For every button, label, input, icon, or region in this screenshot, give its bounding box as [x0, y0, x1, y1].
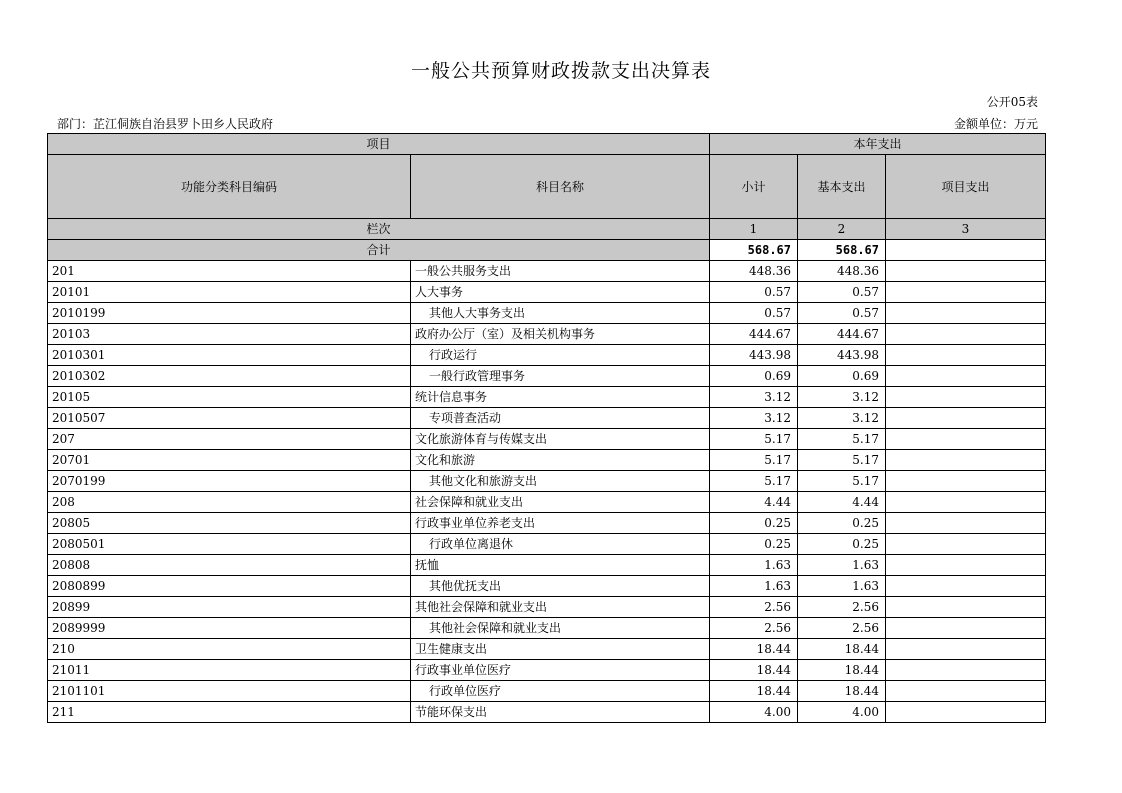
header-column-index: 栏次 — [48, 219, 710, 240]
row-basic: 444.67 — [798, 324, 886, 345]
row-project — [886, 303, 1046, 324]
row-basic: 0.57 — [798, 282, 886, 303]
row-name: 专项普查活动 — [411, 408, 710, 429]
table-row — [48, 261, 1046, 282]
column-index-1: 1 — [710, 219, 798, 240]
row-project — [886, 597, 1046, 618]
table-row — [48, 681, 1046, 702]
table-row — [48, 618, 1046, 639]
row-name: 行政事业单位医疗 — [411, 660, 710, 681]
table-row — [48, 429, 1046, 450]
row-name: 节能环保支出 — [411, 702, 710, 723]
row-subtotal: 2.56 — [710, 597, 798, 618]
row-code: 20105 — [48, 387, 411, 408]
row-code: 211 — [48, 702, 411, 723]
row-project — [886, 450, 1046, 471]
row-project — [886, 618, 1046, 639]
row-code: 2010507 — [48, 408, 411, 429]
table-row — [48, 660, 1046, 681]
row-name: 行政单位离退休 — [411, 534, 710, 555]
row-code: 2070199 — [48, 471, 411, 492]
total-basic: 568.67 — [798, 240, 886, 261]
table-row — [48, 513, 1046, 534]
header-name: 科目名称 — [411, 155, 710, 219]
row-basic: 1.63 — [798, 576, 886, 597]
table-row — [48, 387, 1046, 408]
row-project — [886, 408, 1046, 429]
row-basic: 4.44 — [798, 492, 886, 513]
amount-unit-label: 金额单位：万元 — [953, 117, 1038, 131]
total-subtotal: 568.67 — [710, 240, 798, 261]
row-basic: 0.57 — [798, 303, 886, 324]
row-code: 2089999 — [48, 618, 411, 639]
header-code: 功能分类科目编码 — [48, 155, 411, 219]
row-subtotal: 2.56 — [710, 618, 798, 639]
row-name: 卫生健康支出 — [411, 639, 710, 660]
row-project — [886, 492, 1046, 513]
header-project-expense: 项目支出 — [886, 155, 1046, 219]
row-project — [886, 282, 1046, 303]
table-row — [48, 639, 1046, 660]
table-row — [48, 702, 1046, 723]
row-project — [886, 345, 1046, 366]
header-basic: 基本支出 — [798, 155, 886, 219]
row-code: 21011 — [48, 660, 411, 681]
row-name: 社会保障和就业支出 — [411, 492, 710, 513]
row-code: 20808 — [48, 555, 411, 576]
row-project — [886, 366, 1046, 387]
table-row — [48, 555, 1046, 576]
row-subtotal: 18.44 — [710, 639, 798, 660]
row-code: 2010302 — [48, 366, 411, 387]
row-subtotal: 4.00 — [710, 702, 798, 723]
row-basic: 18.44 — [798, 639, 886, 660]
row-subtotal: 444.67 — [710, 324, 798, 345]
header-subtotal: 小计 — [710, 155, 798, 219]
row-basic: 5.17 — [798, 429, 886, 450]
table-row — [48, 450, 1046, 471]
table-body — [48, 261, 1046, 723]
row-project — [886, 681, 1046, 702]
row-subtotal: 5.17 — [710, 471, 798, 492]
row-project — [886, 261, 1046, 282]
row-project — [886, 513, 1046, 534]
row-project — [886, 471, 1046, 492]
row-code: 2080501 — [48, 534, 411, 555]
row-name: 其他文化和旅游支出 — [411, 471, 710, 492]
row-code: 210 — [48, 639, 411, 660]
row-name: 行政事业单位养老支出 — [411, 513, 710, 534]
row-name: 其他社会保障和就业支出 — [411, 618, 710, 639]
row-basic: 0.69 — [798, 366, 886, 387]
row-project — [886, 702, 1046, 723]
row-subtotal: 448.36 — [710, 261, 798, 282]
form-number: 公开05表 — [986, 95, 1038, 109]
row-subtotal: 1.63 — [710, 576, 798, 597]
row-subtotal: 4.44 — [710, 492, 798, 513]
row-code: 20805 — [48, 513, 411, 534]
row-subtotal: 18.44 — [710, 681, 798, 702]
row-subtotal: 0.57 — [710, 303, 798, 324]
row-project — [886, 576, 1046, 597]
row-name: 行政运行 — [411, 345, 710, 366]
row-basic: 3.12 — [798, 408, 886, 429]
row-subtotal: 0.57 — [710, 282, 798, 303]
row-name: 文化旅游体育与传媒支出 — [411, 429, 710, 450]
row-code: 2101101 — [48, 681, 411, 702]
row-name: 其他社会保障和就业支出 — [411, 597, 710, 618]
row-subtotal: 3.12 — [710, 408, 798, 429]
row-name: 一般公共服务支出 — [411, 261, 710, 282]
row-basic: 3.12 — [798, 387, 886, 408]
row-code: 2080899 — [48, 576, 411, 597]
total-project — [886, 240, 1046, 261]
column-index-3: 3 — [886, 219, 1046, 240]
department-label: 部门：芷江侗族自治县罗卜田乡人民政府 — [57, 117, 274, 131]
row-basic: 448.36 — [798, 261, 886, 282]
row-basic: 0.25 — [798, 513, 886, 534]
row-basic: 5.17 — [798, 450, 886, 471]
row-basic: 2.56 — [798, 597, 886, 618]
row-basic: 4.00 — [798, 702, 886, 723]
row-project — [886, 324, 1046, 345]
row-project — [886, 534, 1046, 555]
table-row — [48, 597, 1046, 618]
row-code: 20103 — [48, 324, 411, 345]
table-row — [48, 303, 1046, 324]
row-name: 其他人大事务支出 — [411, 303, 710, 324]
row-basic: 2.56 — [798, 618, 886, 639]
table-row — [48, 534, 1046, 555]
header-current-year-expense: 本年支出 — [710, 134, 1046, 155]
row-name: 行政单位医疗 — [411, 681, 710, 702]
row-subtotal: 18.44 — [710, 660, 798, 681]
row-code: 20899 — [48, 597, 411, 618]
row-code: 2010199 — [48, 303, 411, 324]
table-row — [48, 345, 1046, 366]
table-row — [48, 492, 1046, 513]
row-subtotal: 0.69 — [710, 366, 798, 387]
table-row — [48, 576, 1046, 597]
row-project — [886, 660, 1046, 681]
row-subtotal: 3.12 — [710, 387, 798, 408]
row-subtotal: 443.98 — [710, 345, 798, 366]
row-project — [886, 639, 1046, 660]
row-subtotal: 1.63 — [710, 555, 798, 576]
row-name: 人大事务 — [411, 282, 710, 303]
table-row — [48, 408, 1046, 429]
row-name: 抚恤 — [411, 555, 710, 576]
row-subtotal: 0.25 — [710, 534, 798, 555]
row-name: 其他优抚支出 — [411, 576, 710, 597]
header-project: 项目 — [48, 134, 710, 155]
row-project — [886, 387, 1046, 408]
row-basic: 18.44 — [798, 681, 886, 702]
row-basic: 18.44 — [798, 660, 886, 681]
row-project — [886, 429, 1046, 450]
row-code: 20101 — [48, 282, 411, 303]
row-name: 一般行政管理事务 — [411, 366, 710, 387]
table-row — [48, 324, 1046, 345]
row-code: 208 — [48, 492, 411, 513]
row-name: 政府办公厅（室）及相关机构事务 — [411, 324, 710, 345]
expenditure-table — [47, 133, 1046, 723]
row-basic: 5.17 — [798, 471, 886, 492]
row-code: 207 — [48, 429, 411, 450]
row-basic: 1.63 — [798, 555, 886, 576]
table-row — [48, 282, 1046, 303]
column-index-2: 2 — [798, 219, 886, 240]
report-title: 一般公共预算财政拨款支出决算表 — [410, 60, 711, 82]
row-basic: 0.25 — [798, 534, 886, 555]
row-code: 2010301 — [48, 345, 411, 366]
row-name: 统计信息事务 — [411, 387, 710, 408]
table-row — [48, 471, 1046, 492]
row-name: 文化和旅游 — [411, 450, 710, 471]
row-project — [886, 555, 1046, 576]
row-code: 201 — [48, 261, 411, 282]
row-subtotal: 5.17 — [710, 450, 798, 471]
total-label: 合计 — [48, 240, 710, 261]
row-basic: 443.98 — [798, 345, 886, 366]
row-subtotal: 5.17 — [710, 429, 798, 450]
row-subtotal: 0.25 — [710, 513, 798, 534]
table-row — [48, 366, 1046, 387]
row-code: 20701 — [48, 450, 411, 471]
